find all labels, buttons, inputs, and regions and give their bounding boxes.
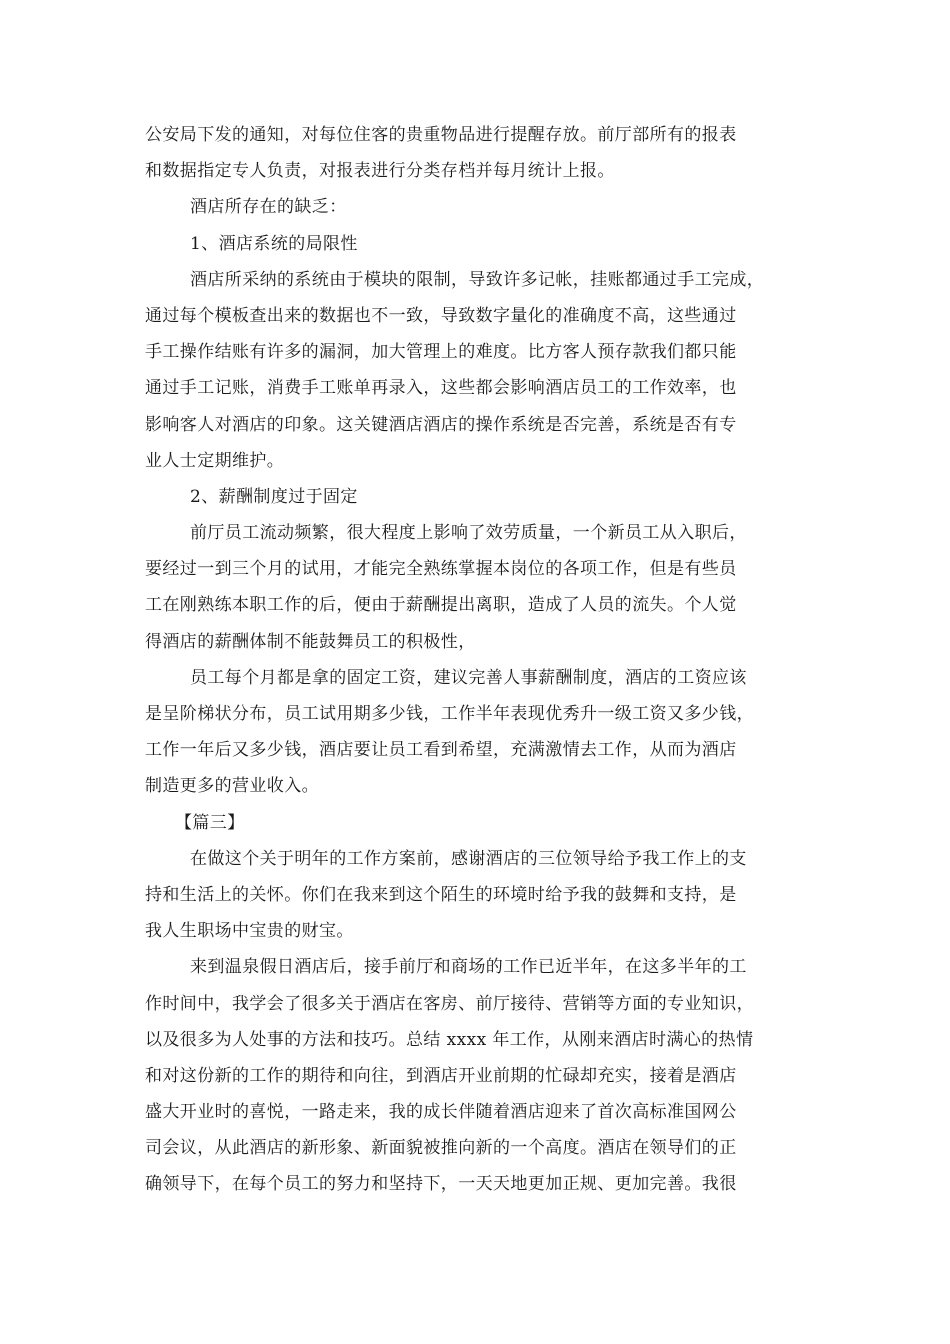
text-line: 盛大开业时的喜悦，一路走来，我的成长伴随着酒店迎来了首次高标准国网公 (145, 1102, 737, 1123)
text-line: 通过手工记账，消费手工账单再录入，这些都会影响酒店员工的工作效率，也 (145, 378, 737, 399)
text-line: 通过每个模板查出来的数据也不一致，导致数字量化的准确度不高，这些通过 (145, 305, 737, 326)
text-line: 以及很多为人处事的方法和技巧。总结 xxxx 年工作，从刚来酒店时满心的热情 (145, 1029, 754, 1050)
text-line: 我人生职场中宝贵的财宝。 (145, 921, 354, 942)
text-line: 要经过一到三个月的试用，才能完全熟练掌握本岗位的各项工作，但是有些员 (145, 559, 737, 580)
paragraph-first-line: 来到温泉假日酒店后，接手前厅和商场的工作已近半年，在这多半年的工 (190, 957, 747, 978)
text-line: 业人士定期维护。 (145, 450, 285, 471)
text-line: 和对这份新的工作的期待和向往，到酒店开业前期的忙碌却充实，接着是酒店 (145, 1065, 737, 1086)
text-line: 手工操作结账有许多的漏洞，加大管理上的难度。比方客人预存款我们都只能 (145, 342, 737, 363)
text-line: 工作一年后又多少钱，酒店要让员工看到希望，充满激情去工作，从而为酒店 (145, 740, 737, 761)
text-line: 作时间中，我学会了很多关于酒店在客房、前厅接待、营销等方面的专业知识， (145, 993, 754, 1014)
paragraph-first-line: 在做这个关于明年的工作方案前，感谢酒店的三位领导给予我工作上的支 (190, 848, 747, 869)
text-line: 和数据指定专人负责，对报表进行分类存档并每月统计上报。 (145, 161, 615, 182)
text-line: 得酒店的薪酬体制不能鼓舞员工的积极性， (145, 631, 476, 652)
subsection-heading: 1、酒店系统的局限性 (190, 233, 358, 254)
text-line: 持和生活上的关怀。你们在我来到这个陌生的环境时给予我的鼓舞和支持，是 (145, 884, 737, 905)
paragraph-first-line: 员工每个月都是拿的固定工资，建议完善人事薪酬制度，酒店的工资应该 (190, 667, 747, 688)
subsection-heading: 2、薪酬制度过于固定 (190, 486, 358, 507)
text-line: 影响客人对酒店的印象。这关键酒店酒店的操作系统是否完善，系统是否有专 (145, 414, 737, 435)
text-line: 公安局下发的通知，对每位住客的贵重物品进行提醒存放。前厅部所有的报表 (145, 125, 737, 145)
section-heading: 酒店所存在的缺乏： (190, 197, 347, 218)
text-line: 制造更多的营业收入。 (145, 776, 319, 797)
paragraph-first-line: 前厅员工流动频繁，很大程度上影响了效劳质量，一个新员工从入职后， (190, 523, 747, 544)
text-line: 司会议，从此酒店的新形象、新面貌被推向新的一个高度。酒店在领导们的正 (145, 1138, 737, 1159)
chapter-heading: 【篇三】 (175, 812, 245, 833)
text-line: 工在刚熟练本职工作的后，便由于薪酬提出离职，造成了人员的流失。个人觉 (145, 595, 737, 616)
text-line: 是呈阶梯状分布，员工试用期多少钱，工作半年表现优秀升一级工资又多少钱， (145, 704, 754, 724)
paragraph-first-line: 酒店所采纳的系统由于模块的限制，导致许多记帐，挂账都通过手工完成， (190, 269, 765, 290)
text-line: 确领导下，在每个员工的努力和坚持下，一天天地更加正规、更加完善。我很 (145, 1174, 737, 1195)
